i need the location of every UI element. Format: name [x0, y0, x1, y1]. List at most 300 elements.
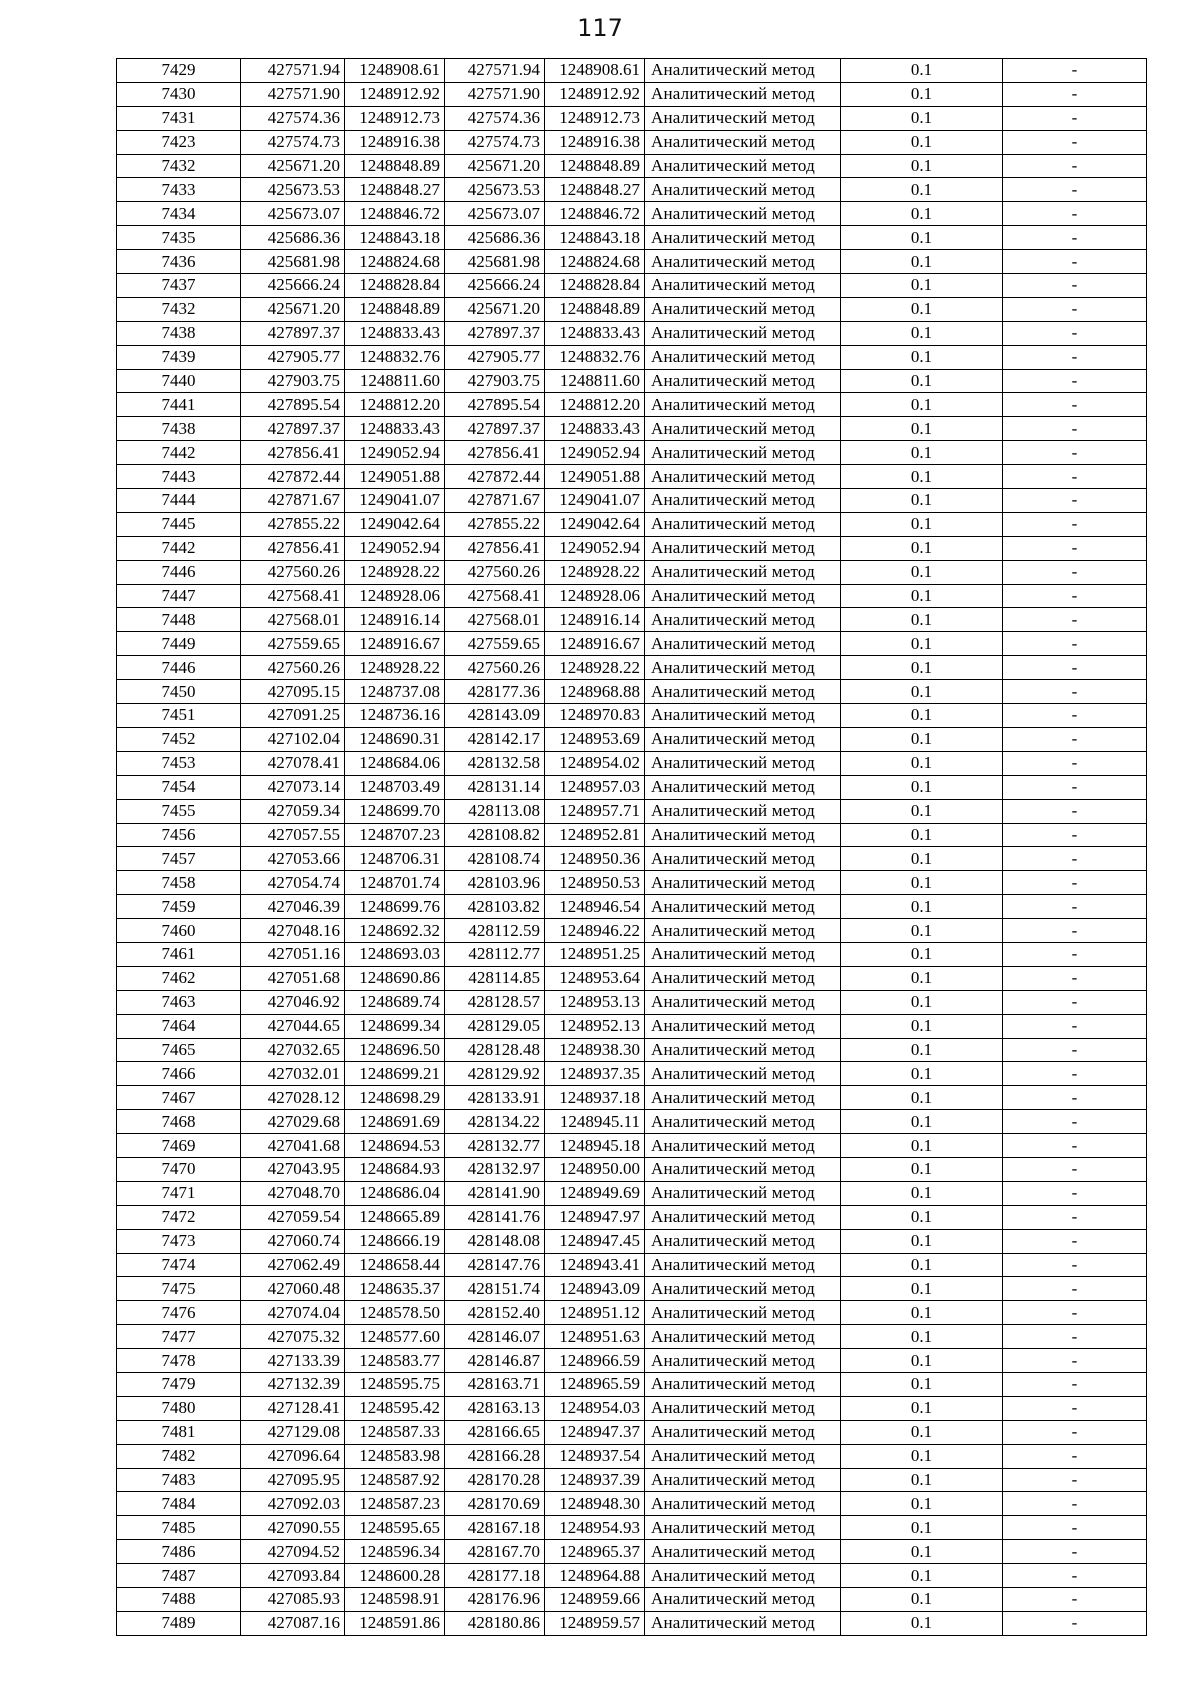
x-old-cell: 427133.39 — [241, 1349, 345, 1373]
point-number-cell: 7446 — [117, 656, 241, 680]
point-number-cell: 7443 — [117, 465, 241, 489]
x-old-cell: 427032.65 — [241, 1038, 345, 1062]
accuracy-cell: 0.1 — [841, 1110, 1003, 1134]
table-row — [117, 178, 1147, 202]
point-number-cell: 7434 — [117, 202, 241, 226]
method-cell: Аналитический метод — [645, 1205, 841, 1229]
method-cell: Аналитический метод — [645, 1611, 841, 1635]
y-new-cell: 1248946.54 — [545, 895, 645, 919]
table-row — [117, 1611, 1147, 1635]
x-new-cell: 427905.77 — [445, 345, 545, 369]
x-new-cell: 428146.07 — [445, 1325, 545, 1349]
x-new-cell: 428129.05 — [445, 1014, 545, 1038]
note-cell: - — [1003, 847, 1147, 871]
y-old-cell: 1249041.07 — [345, 489, 445, 513]
accuracy-cell: 0.1 — [841, 1134, 1003, 1158]
x-new-cell: 427560.26 — [445, 656, 545, 680]
x-new-cell: 425686.36 — [445, 226, 545, 250]
y-new-cell: 1248928.06 — [545, 584, 645, 608]
y-new-cell: 1248828.84 — [545, 274, 645, 298]
accuracy-cell: 0.1 — [841, 465, 1003, 489]
point-number-cell: 7429 — [117, 59, 241, 83]
table-row — [117, 1301, 1147, 1325]
method-cell: Аналитический метод — [645, 1014, 841, 1038]
note-cell: - — [1003, 704, 1147, 728]
table-row — [117, 345, 1147, 369]
method-cell: Аналитический метод — [645, 560, 841, 584]
point-number-cell: 7455 — [117, 799, 241, 823]
point-number-cell: 7475 — [117, 1277, 241, 1301]
y-new-cell: 1248848.27 — [545, 178, 645, 202]
accuracy-cell: 0.1 — [841, 441, 1003, 465]
y-new-cell: 1248937.18 — [545, 1086, 645, 1110]
table-row — [117, 799, 1147, 823]
note-cell: - — [1003, 106, 1147, 130]
method-cell: Аналитический метод — [645, 1516, 841, 1540]
method-cell: Аналитический метод — [645, 250, 841, 274]
y-old-cell: 1248912.73 — [345, 106, 445, 130]
method-cell: Аналитический метод — [645, 919, 841, 943]
y-old-cell: 1248916.38 — [345, 130, 445, 154]
x-old-cell: 427560.26 — [241, 560, 345, 584]
note-cell: - — [1003, 1038, 1147, 1062]
y-new-cell: 1248959.57 — [545, 1611, 645, 1635]
y-old-cell: 1249042.64 — [345, 512, 445, 536]
y-new-cell: 1248953.69 — [545, 727, 645, 751]
y-old-cell: 1248686.04 — [345, 1181, 445, 1205]
y-new-cell: 1248833.43 — [545, 321, 645, 345]
table-row — [117, 202, 1147, 226]
note-cell: - — [1003, 608, 1147, 632]
y-new-cell: 1248968.88 — [545, 680, 645, 704]
accuracy-cell: 0.1 — [841, 130, 1003, 154]
point-number-cell: 7485 — [117, 1516, 241, 1540]
point-number-cell: 7448 — [117, 608, 241, 632]
table-row — [117, 1420, 1147, 1444]
y-new-cell: 1248928.22 — [545, 656, 645, 680]
x-old-cell: 427560.26 — [241, 656, 345, 680]
x-old-cell: 427041.68 — [241, 1134, 345, 1158]
y-new-cell: 1249052.94 — [545, 536, 645, 560]
x-new-cell: 427574.36 — [445, 106, 545, 130]
method-cell: Аналитический метод — [645, 656, 841, 680]
y-new-cell: 1248916.14 — [545, 608, 645, 632]
y-new-cell: 1249051.88 — [545, 465, 645, 489]
table-row — [117, 680, 1147, 704]
x-old-cell: 427897.37 — [241, 417, 345, 441]
table-row — [117, 489, 1147, 513]
y-old-cell: 1248690.86 — [345, 966, 445, 990]
y-new-cell: 1248832.76 — [545, 345, 645, 369]
x-new-cell: 427568.41 — [445, 584, 545, 608]
x-old-cell: 427897.37 — [241, 321, 345, 345]
note-cell: - — [1003, 966, 1147, 990]
note-cell: - — [1003, 130, 1147, 154]
point-number-cell: 7487 — [117, 1564, 241, 1588]
y-old-cell: 1248689.74 — [345, 990, 445, 1014]
table-row — [117, 895, 1147, 919]
y-old-cell: 1248583.98 — [345, 1444, 445, 1468]
point-number-cell: 7470 — [117, 1157, 241, 1181]
y-old-cell: 1248691.69 — [345, 1110, 445, 1134]
y-new-cell: 1248916.38 — [545, 130, 645, 154]
method-cell: Аналитический метод — [645, 465, 841, 489]
point-number-cell: 7474 — [117, 1253, 241, 1277]
y-old-cell: 1248694.53 — [345, 1134, 445, 1158]
note-cell: - — [1003, 895, 1147, 919]
note-cell: - — [1003, 942, 1147, 966]
point-number-cell: 7459 — [117, 895, 241, 919]
x-old-cell: 425686.36 — [241, 226, 345, 250]
table-row — [117, 1564, 1147, 1588]
y-old-cell: 1248635.37 — [345, 1277, 445, 1301]
x-old-cell: 427043.95 — [241, 1157, 345, 1181]
table-row — [117, 727, 1147, 751]
y-new-cell: 1248957.71 — [545, 799, 645, 823]
accuracy-cell: 0.1 — [841, 512, 1003, 536]
point-number-cell: 7488 — [117, 1588, 241, 1612]
note-cell: - — [1003, 489, 1147, 513]
method-cell: Аналитический метод — [645, 82, 841, 106]
y-new-cell: 1248945.11 — [545, 1110, 645, 1134]
y-new-cell: 1248848.89 — [545, 297, 645, 321]
x-new-cell: 428108.74 — [445, 847, 545, 871]
y-new-cell: 1248912.92 — [545, 82, 645, 106]
method-cell: Аналитический метод — [645, 1588, 841, 1612]
point-number-cell: 7482 — [117, 1444, 241, 1468]
method-cell: Аналитический метод — [645, 942, 841, 966]
x-old-cell: 427102.04 — [241, 727, 345, 751]
note-cell: - — [1003, 1301, 1147, 1325]
x-old-cell: 427568.01 — [241, 608, 345, 632]
y-new-cell: 1248908.61 — [545, 59, 645, 83]
x-new-cell: 427571.94 — [445, 59, 545, 83]
table-row — [117, 1134, 1147, 1158]
x-old-cell: 427905.77 — [241, 345, 345, 369]
y-new-cell: 1248957.03 — [545, 775, 645, 799]
x-new-cell: 428112.77 — [445, 942, 545, 966]
table-row — [117, 823, 1147, 847]
y-old-cell: 1249051.88 — [345, 465, 445, 489]
method-cell: Аналитический метод — [645, 1420, 841, 1444]
x-old-cell: 427044.65 — [241, 1014, 345, 1038]
x-new-cell: 428146.87 — [445, 1349, 545, 1373]
accuracy-cell: 0.1 — [841, 919, 1003, 943]
y-new-cell: 1248950.36 — [545, 847, 645, 871]
table-row — [117, 441, 1147, 465]
x-new-cell: 428163.13 — [445, 1396, 545, 1420]
x-new-cell: 425671.20 — [445, 297, 545, 321]
y-old-cell: 1248833.43 — [345, 417, 445, 441]
x-new-cell: 425681.98 — [445, 250, 545, 274]
note-cell: - — [1003, 536, 1147, 560]
accuracy-cell: 0.1 — [841, 1086, 1003, 1110]
table-row — [117, 465, 1147, 489]
x-old-cell: 427046.92 — [241, 990, 345, 1014]
method-cell: Аналитический метод — [645, 751, 841, 775]
x-new-cell: 428177.18 — [445, 1564, 545, 1588]
point-number-cell: 7442 — [117, 441, 241, 465]
method-cell: Аналитический метод — [645, 632, 841, 656]
x-new-cell: 427895.54 — [445, 393, 545, 417]
point-number-cell: 7476 — [117, 1301, 241, 1325]
note-cell: - — [1003, 297, 1147, 321]
table-row — [117, 1229, 1147, 1253]
page-number: 117 — [577, 14, 623, 42]
y-old-cell: 1248595.42 — [345, 1396, 445, 1420]
x-new-cell: 428132.97 — [445, 1157, 545, 1181]
x-new-cell: 428108.82 — [445, 823, 545, 847]
point-number-cell: 7461 — [117, 942, 241, 966]
table-row — [117, 226, 1147, 250]
x-old-cell: 427095.15 — [241, 680, 345, 704]
point-number-cell: 7480 — [117, 1396, 241, 1420]
x-new-cell: 428176.96 — [445, 1588, 545, 1612]
accuracy-cell: 0.1 — [841, 59, 1003, 83]
y-new-cell: 1248943.41 — [545, 1253, 645, 1277]
note-cell: - — [1003, 369, 1147, 393]
table-row — [117, 942, 1147, 966]
table-row — [117, 154, 1147, 178]
accuracy-cell: 0.1 — [841, 250, 1003, 274]
table-row — [117, 82, 1147, 106]
accuracy-cell: 0.1 — [841, 990, 1003, 1014]
note-cell: - — [1003, 59, 1147, 83]
y-new-cell: 1248951.63 — [545, 1325, 645, 1349]
accuracy-cell: 0.1 — [841, 847, 1003, 871]
accuracy-cell: 0.1 — [841, 536, 1003, 560]
y-old-cell: 1248928.22 — [345, 656, 445, 680]
note-cell: - — [1003, 1134, 1147, 1158]
y-old-cell: 1248928.22 — [345, 560, 445, 584]
y-new-cell: 1248938.30 — [545, 1038, 645, 1062]
x-old-cell: 427855.22 — [241, 512, 345, 536]
y-new-cell: 1248848.89 — [545, 154, 645, 178]
point-number-cell: 7486 — [117, 1540, 241, 1564]
y-old-cell: 1248698.29 — [345, 1086, 445, 1110]
point-number-cell: 7430 — [117, 82, 241, 106]
coordinates-table — [116, 58, 1147, 1636]
accuracy-cell: 0.1 — [841, 1062, 1003, 1086]
table-row — [117, 1157, 1147, 1181]
x-old-cell: 427872.44 — [241, 465, 345, 489]
y-old-cell: 1248600.28 — [345, 1564, 445, 1588]
x-new-cell: 428103.82 — [445, 895, 545, 919]
x-old-cell: 427574.73 — [241, 130, 345, 154]
y-new-cell: 1248947.45 — [545, 1229, 645, 1253]
x-old-cell: 427073.14 — [241, 775, 345, 799]
y-old-cell: 1248707.23 — [345, 823, 445, 847]
y-new-cell: 1248912.73 — [545, 106, 645, 130]
y-old-cell: 1248578.50 — [345, 1301, 445, 1325]
y-old-cell: 1248690.31 — [345, 727, 445, 751]
method-cell: Аналитический метод — [645, 871, 841, 895]
y-new-cell: 1248951.25 — [545, 942, 645, 966]
y-old-cell: 1249052.94 — [345, 441, 445, 465]
x-old-cell: 427568.41 — [241, 584, 345, 608]
y-old-cell: 1248846.72 — [345, 202, 445, 226]
accuracy-cell: 0.1 — [841, 1205, 1003, 1229]
accuracy-cell: 0.1 — [841, 321, 1003, 345]
method-cell: Аналитический метод — [645, 727, 841, 751]
x-old-cell: 427046.39 — [241, 895, 345, 919]
table-row — [117, 1396, 1147, 1420]
method-cell: Аналитический метод — [645, 345, 841, 369]
y-old-cell: 1248703.49 — [345, 775, 445, 799]
table-row — [117, 990, 1147, 1014]
x-old-cell: 427028.12 — [241, 1086, 345, 1110]
y-old-cell: 1248812.20 — [345, 393, 445, 417]
x-new-cell: 427571.90 — [445, 82, 545, 106]
x-new-cell: 428128.57 — [445, 990, 545, 1014]
x-old-cell: 425673.07 — [241, 202, 345, 226]
table-row — [117, 919, 1147, 943]
x-old-cell: 427074.04 — [241, 1301, 345, 1325]
accuracy-cell: 0.1 — [841, 178, 1003, 202]
method-cell: Аналитический метод — [645, 1349, 841, 1373]
y-new-cell: 1248947.97 — [545, 1205, 645, 1229]
method-cell: Аналитический метод — [645, 1492, 841, 1516]
y-new-cell: 1248824.68 — [545, 250, 645, 274]
x-old-cell: 427057.55 — [241, 823, 345, 847]
point-number-cell: 7463 — [117, 990, 241, 1014]
point-number-cell: 7440 — [117, 369, 241, 393]
y-new-cell: 1248843.18 — [545, 226, 645, 250]
table-row — [117, 871, 1147, 895]
note-cell: - — [1003, 441, 1147, 465]
table-row — [117, 393, 1147, 417]
accuracy-cell: 0.1 — [841, 1014, 1003, 1038]
point-number-cell: 7444 — [117, 489, 241, 513]
x-new-cell: 428170.69 — [445, 1492, 545, 1516]
note-cell: - — [1003, 1444, 1147, 1468]
method-cell: Аналитический метод — [645, 1301, 841, 1325]
point-number-cell: 7465 — [117, 1038, 241, 1062]
method-cell: Аналитический метод — [645, 799, 841, 823]
note-cell: - — [1003, 799, 1147, 823]
x-new-cell: 428131.14 — [445, 775, 545, 799]
x-new-cell: 428167.70 — [445, 1540, 545, 1564]
x-new-cell: 427897.37 — [445, 417, 545, 441]
note-cell: - — [1003, 871, 1147, 895]
note-cell: - — [1003, 560, 1147, 584]
method-cell: Аналитический метод — [645, 680, 841, 704]
note-cell: - — [1003, 1420, 1147, 1444]
table-row — [117, 1110, 1147, 1134]
y-new-cell: 1248952.81 — [545, 823, 645, 847]
method-cell: Аналитический метод — [645, 274, 841, 298]
note-cell: - — [1003, 1396, 1147, 1420]
x-old-cell: 427571.90 — [241, 82, 345, 106]
y-new-cell: 1248950.00 — [545, 1157, 645, 1181]
y-old-cell: 1248832.76 — [345, 345, 445, 369]
note-cell: - — [1003, 727, 1147, 751]
point-number-cell: 7462 — [117, 966, 241, 990]
y-old-cell: 1248848.89 — [345, 154, 445, 178]
x-old-cell: 427559.65 — [241, 632, 345, 656]
point-number-cell: 7467 — [117, 1086, 241, 1110]
point-number-cell: 7450 — [117, 680, 241, 704]
note-cell: - — [1003, 250, 1147, 274]
x-new-cell: 428147.76 — [445, 1253, 545, 1277]
y-old-cell: 1248833.43 — [345, 321, 445, 345]
note-cell: - — [1003, 417, 1147, 441]
method-cell: Аналитический метод — [645, 178, 841, 202]
note-cell: - — [1003, 1325, 1147, 1349]
x-old-cell: 427051.68 — [241, 966, 345, 990]
x-new-cell: 427897.37 — [445, 321, 545, 345]
point-number-cell: 7458 — [117, 871, 241, 895]
x-new-cell: 427574.73 — [445, 130, 545, 154]
accuracy-cell: 0.1 — [841, 1611, 1003, 1635]
note-cell: - — [1003, 919, 1147, 943]
table-row — [117, 369, 1147, 393]
y-old-cell: 1248908.61 — [345, 59, 445, 83]
y-old-cell: 1248828.84 — [345, 274, 445, 298]
accuracy-cell: 0.1 — [841, 1277, 1003, 1301]
note-cell: - — [1003, 1157, 1147, 1181]
note-cell: - — [1003, 1468, 1147, 1492]
accuracy-cell: 0.1 — [841, 775, 1003, 799]
table-row — [117, 1349, 1147, 1373]
table-row — [117, 584, 1147, 608]
x-new-cell: 428166.28 — [445, 1444, 545, 1468]
x-new-cell: 428152.40 — [445, 1301, 545, 1325]
y-new-cell: 1248948.30 — [545, 1492, 645, 1516]
accuracy-cell: 0.1 — [841, 1181, 1003, 1205]
table-row — [117, 1468, 1147, 1492]
y-old-cell: 1248658.44 — [345, 1253, 445, 1277]
accuracy-cell: 0.1 — [841, 82, 1003, 106]
accuracy-cell: 0.1 — [841, 226, 1003, 250]
table-row — [117, 106, 1147, 130]
y-new-cell: 1249041.07 — [545, 489, 645, 513]
point-number-cell: 7483 — [117, 1468, 241, 1492]
note-cell: - — [1003, 1277, 1147, 1301]
note-cell: - — [1003, 632, 1147, 656]
x-new-cell: 427856.41 — [445, 441, 545, 465]
x-old-cell: 427059.34 — [241, 799, 345, 823]
method-cell: Аналитический метод — [645, 393, 841, 417]
table-row — [117, 250, 1147, 274]
x-old-cell: 427051.16 — [241, 942, 345, 966]
y-new-cell: 1248954.03 — [545, 1396, 645, 1420]
accuracy-cell: 0.1 — [841, 608, 1003, 632]
method-cell: Аналитический метод — [645, 1325, 841, 1349]
x-new-cell: 428132.58 — [445, 751, 545, 775]
accuracy-cell: 0.1 — [841, 1444, 1003, 1468]
x-old-cell: 427895.54 — [241, 393, 345, 417]
method-cell: Аналитический метод — [645, 202, 841, 226]
y-old-cell: 1248699.34 — [345, 1014, 445, 1038]
point-number-cell: 7438 — [117, 321, 241, 345]
y-new-cell: 1248812.20 — [545, 393, 645, 417]
note-cell: - — [1003, 1229, 1147, 1253]
accuracy-cell: 0.1 — [841, 1372, 1003, 1396]
point-number-cell: 7466 — [117, 1062, 241, 1086]
point-number-cell: 7453 — [117, 751, 241, 775]
x-new-cell: 425673.07 — [445, 202, 545, 226]
point-number-cell: 7479 — [117, 1372, 241, 1396]
x-old-cell: 427087.16 — [241, 1611, 345, 1635]
note-cell: - — [1003, 656, 1147, 680]
note-cell: - — [1003, 990, 1147, 1014]
method-cell: Аналитический метод — [645, 1181, 841, 1205]
table-row — [117, 966, 1147, 990]
accuracy-cell: 0.1 — [841, 1253, 1003, 1277]
table-row — [117, 1444, 1147, 1468]
table-row — [117, 847, 1147, 871]
